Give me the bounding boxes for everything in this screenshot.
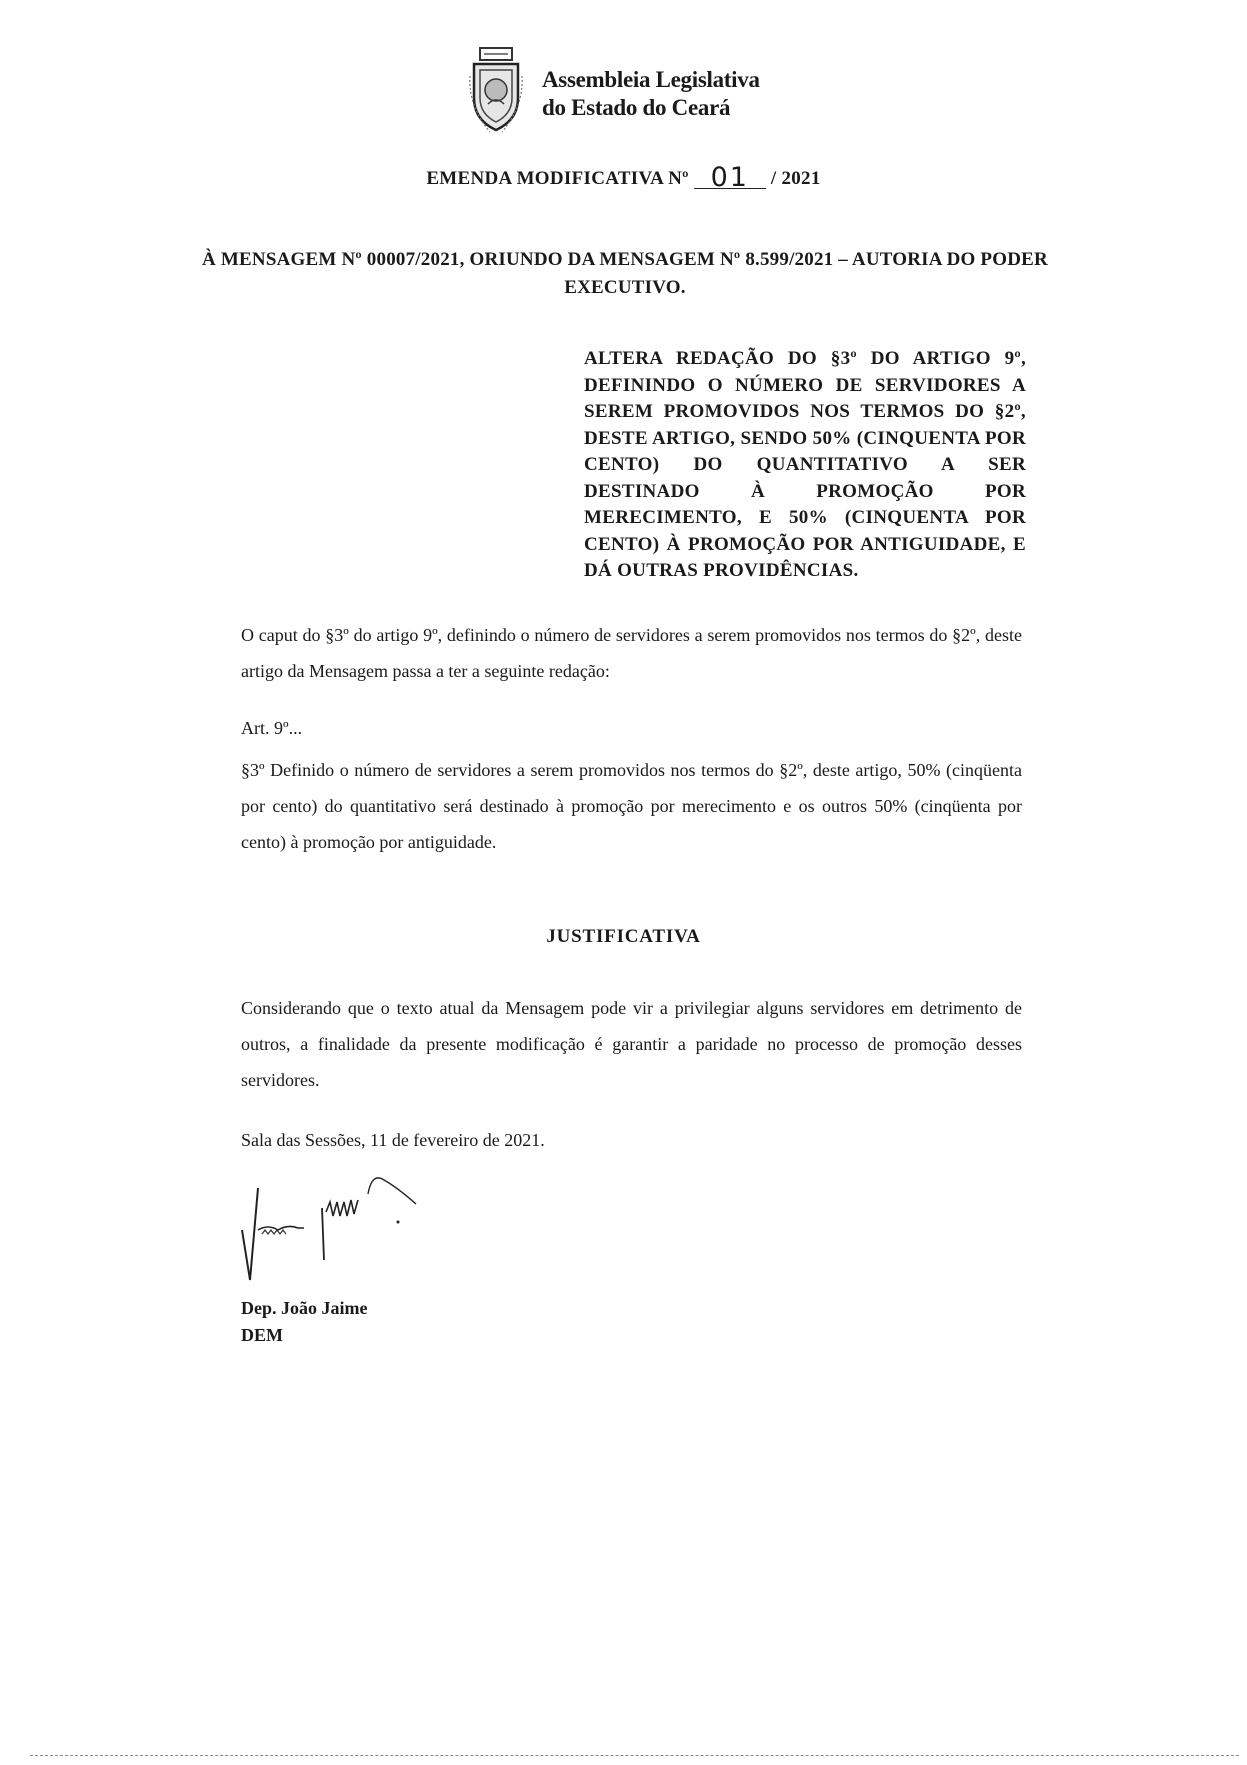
article-heading: Art. 9º...: [241, 718, 303, 738]
signer-name: Dep. João Jaime: [241, 1298, 368, 1318]
amended-paragraph: §3º Definido o número de servidores a serem promovidos nos termos do §2º, deste artigo, 50% (cinqüenta por cento) do quantitativo será destinado à promoção por merecimento e os outros 50% (cinqüenta por cento) à promoção por antiguidade.: [241, 760, 1022, 852]
amendment-number: 01: [694, 168, 766, 189]
intro-paragraph: O caput do §3º do artigo 9º, definindo o número de servidores a serem promovidos nos termos do §2º, deste artigo da Mensagem passa a ter a seguinte redação:: [241, 625, 1022, 681]
signer-party: DEM: [241, 1325, 283, 1345]
message-reference: À MENSAGEM Nº 00007/2021, ORIUNDO DA MENSAGEM Nº 8.599/2021 – AUTORIA DO PODER EXECUTIVO.: [202, 249, 1048, 298]
justification-title: JUSTIFICATIVA: [546, 926, 701, 947]
handwritten-signature: [238, 1168, 438, 1288]
place-and-date: Sala das Sessões, 11 de fevereiro de 2021.: [241, 1130, 545, 1150]
state-coat-of-arms-logo: [468, 46, 524, 138]
page-bottom-rule: [30, 1755, 1239, 1756]
document-title: [0, 162, 1247, 193]
signer-block: [241, 1295, 367, 1349]
organization-name: [542, 66, 760, 122]
ementa-summary: ALTERA REDAÇÃO DO §3º DO ARTIGO 9º, DEFININDO O NÚMERO DE SERVIDORES A SEREM PROMOVIDOS NOS TERMOS DO §2º, DESTE ARTIGO, SENDO 50% (CINQUENTA POR CENTO) DO QUANTITATIVO A SER DESTINADO À PROMOÇÃO POR MERECIMENTO, E 50% (CINQUENTA POR CENTO) À PROMOÇÃO POR ANTIGUIDADE, E DÁ OUTRAS PROVIDÊNCIAS.: [584, 348, 1026, 581]
justification-text: Considerando que o texto atual da Mensagem pode vir a privilegiar alguns servidores em detrimento de outros, a finalidade da presente modificação é garantir a paridade no processo de promoção desses servidores.: [241, 998, 1022, 1090]
title-suffix: / 2021: [770, 168, 821, 189]
title-prefix: EMENDA MODIFICATIVA Nº: [426, 168, 689, 189]
org-line-1: Assembleia Legislativa: [542, 67, 760, 92]
org-line-2: do Estado do Ceará: [542, 95, 731, 120]
